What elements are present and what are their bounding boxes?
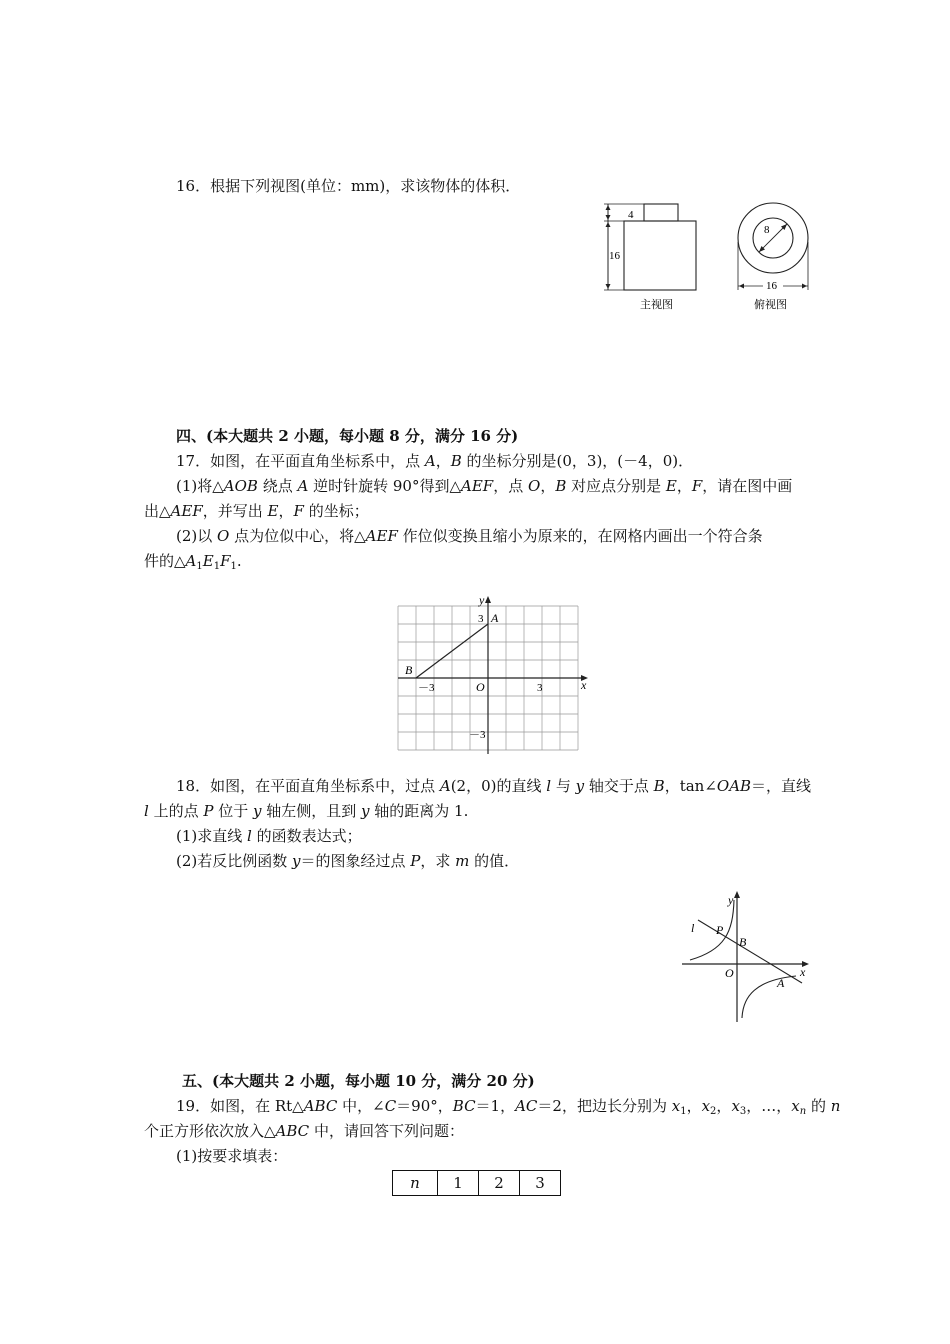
line-l (698, 920, 802, 983)
q17-part1-line1: (1)将△AOB 绕点 A 逆时针旋转 90°得到△AEF，点 O，B 对应点分别是 E，F，请在图中画 (176, 477, 793, 495)
q19-line2: 个正方形依次放入△ABC 中，请回答下列问题： (144, 1122, 464, 1140)
point-B-label: B (739, 935, 747, 949)
section4-title: 四、(本大题共 2 小题，每小题 8 分，满分 16 分) (176, 427, 519, 445)
q17-grid-figure (390, 592, 600, 757)
y-axis-label: y (728, 893, 734, 907)
q16-text: 16．根据下列视图(单位：mm)，求该物体的体积． (176, 177, 521, 195)
x-axis-label: x (800, 965, 806, 979)
q19-part1: (1)按要求填表： (176, 1147, 288, 1165)
q17-part2-line1: (2)以 O 点为位似中心，将△AEF 作位似变换且缩小为原来的，在网格内画出一个符合条 (176, 527, 763, 545)
top-view (738, 203, 808, 311)
table-row (393, 1171, 561, 1196)
q16-three-views-figure (598, 196, 828, 318)
q18-line2: l 上的点 P 位于 y 轴左侧，且到 y 轴的距离为 1. (144, 802, 469, 820)
point-B-label: B (405, 663, 413, 677)
top-dim-inner: 8 (764, 224, 770, 236)
tick-x-neg: －3 (418, 682, 435, 694)
hyperbola-right-branch (742, 976, 796, 1018)
origin-label: O (725, 966, 734, 980)
origin-label: O (476, 680, 485, 694)
y-axis-label: y (479, 593, 485, 607)
q18-part2: (2)若反比例函数 y＝的图象经过点 P，求 m 的值． (176, 852, 520, 870)
line-l-label: l (691, 921, 695, 935)
q19-fill-table (392, 1170, 561, 1196)
top-dim-bottom: 16 (766, 280, 777, 292)
table-cell: 3 (520, 1171, 561, 1196)
q17-part2-line2: 件的$\triangle A_1E_1F_1$. (144, 552, 242, 572)
hyperbola-left-branch (690, 900, 734, 960)
q18-graph-figure (676, 888, 816, 1028)
q18-part1: (1)求直线 l 的函数表达式； (176, 827, 362, 845)
table-cell: 1 (438, 1171, 479, 1196)
section5-title: 五、(本大题共 2 小题，每小题 10 分，满分 20 分) (182, 1072, 535, 1090)
front-view (604, 204, 696, 311)
table-header-n: n (393, 1171, 438, 1196)
q17-part1-line2: 出△AEF，并写出 E，F 的坐标； (144, 502, 369, 520)
table-cell: 2 (479, 1171, 520, 1196)
tick-y-pos: 3 (478, 613, 484, 625)
q19-line1: 19．如图，在 Rt△ABC 中，∠C＝90°，BC＝1，AC＝2，把边长分别为 $x_1$，$x_2$，$x_3$，…，$x_n$ 的 n (176, 1097, 841, 1117)
q17-line1: 17．如图，在平面直角坐标系中，点 A，B 的坐标分别是(0，3)，(－4，0)． (176, 452, 694, 470)
front-caption: 主视图 (640, 299, 673, 311)
point-A-label: A (491, 611, 499, 625)
front-dim-side: 16 (609, 250, 620, 262)
x-axis-label: x (581, 678, 587, 692)
point-P-label: P (716, 923, 724, 937)
top-caption: 俯视图 (754, 299, 787, 311)
q18-line1: 18．如图，在平面直角坐标系中，过点 A(2，0)的直线 l 与 y 轴交于点 B，tan∠OAB＝，直线 (176, 777, 812, 795)
point-A-label: A (777, 976, 785, 990)
front-dim-top: 4 (628, 209, 634, 221)
tick-y-neg: －3 (469, 729, 486, 741)
tick-x-pos: 3 (537, 682, 543, 694)
